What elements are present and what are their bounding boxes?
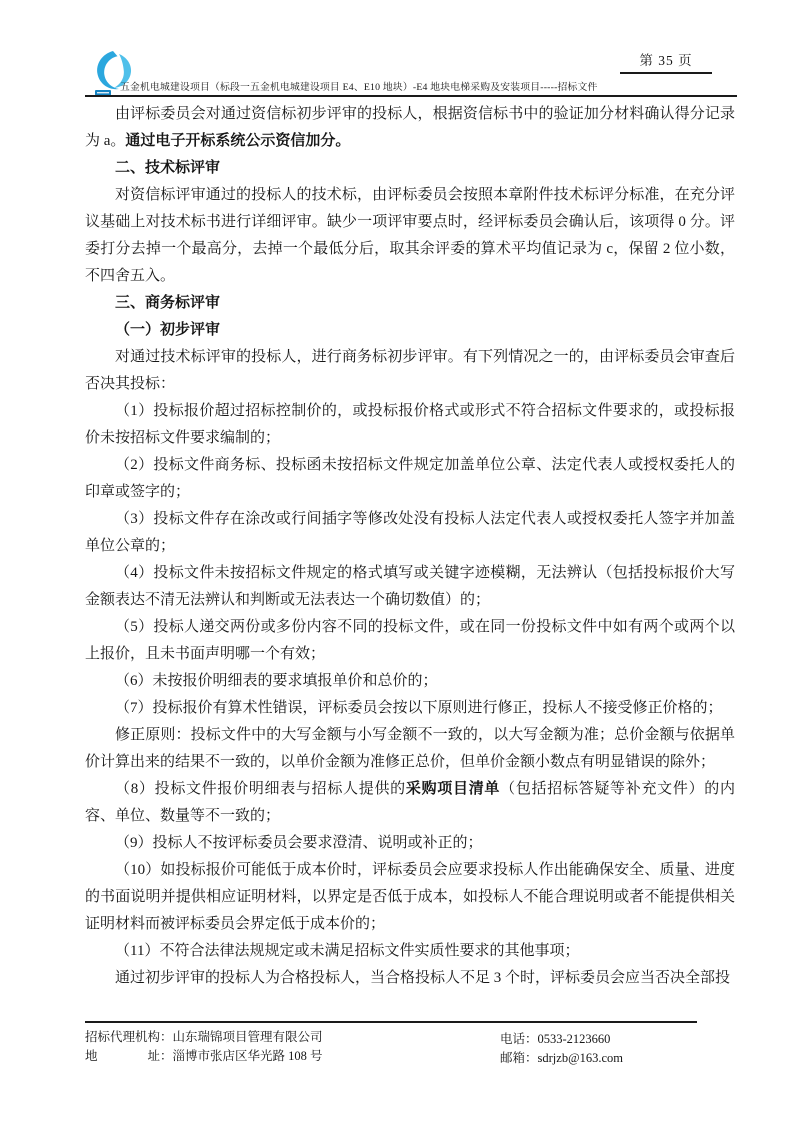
text-run: 通过初步评审的投标人为合格投标人，当合格投标人不足 3 个时，评标委员会应当否决全部投 <box>115 970 731 986</box>
paragraph <box>85 776 735 830</box>
text-run: （11）不符合法律法规规定或未满足招标文件实质性要求的其他事项； <box>115 943 580 959</box>
section-heading <box>85 317 735 344</box>
text-run: 对通过技术标评审的投标人，进行商务标初步评审。有下列情况之一的，由评标委员会审查后否决其投标： <box>85 349 735 392</box>
bold-text-run: 三、商务标评审 <box>115 295 221 311</box>
phone-label: 电话： <box>500 1032 538 1046</box>
phone-value: 0533-2123660 <box>537 1032 611 1046</box>
paragraph <box>85 101 735 155</box>
paragraph <box>85 668 735 695</box>
paragraph <box>85 560 735 614</box>
paragraph <box>85 722 735 776</box>
text-run: 由评标委员会对通过资信标初步评审的投标人，根据资信标书中的验证加分材料确认得分记录为 a。 <box>85 106 735 149</box>
address-label: 地 址： <box>85 1049 173 1063</box>
text-run: （8）投标文件报价明细表与招标人提供的 <box>115 781 406 797</box>
text-run: （7）投标报价有算术性错误，评标委员会按以下原则进行修正，投标人不接受修正价格的； <box>115 700 723 716</box>
bold-text-run: 采购项目清单 <box>405 781 501 797</box>
paragraph <box>85 344 735 398</box>
paragraph <box>85 614 735 668</box>
text-run: （包括招标答疑等补充文件）的内容、单位、数量等不一致的； <box>85 781 735 824</box>
text-run: 修正原则：投标文件中的大写金额与小写金额不一致的，以大写金额为准；总价金额与依据单价计算出来的结果不一致的，以单价金额为准修正总价，但单价金额小数点有明显错误的除外； <box>85 727 735 770</box>
page-number: 第 35 页 <box>620 49 712 74</box>
bold-text-run: 通过电子开标系统公示资信加分。 <box>125 133 351 149</box>
document-body <box>85 101 735 992</box>
email-value: sdrjzb@163.com <box>537 1051 623 1065</box>
section-heading <box>85 155 735 182</box>
page-footer <box>85 1021 697 1066</box>
document-header-title: 五金机电城建设项目（标段一五金机电城建设项目 E4、E10 地块）-E4 地块电梯采购及安装项目-----招标文件 <box>120 82 598 93</box>
section-heading <box>85 290 735 317</box>
address-value: 淄博市张店区华光路 108 号 <box>172 1049 323 1063</box>
text-run: （5）投标人递交两份或多份内容不同的投标文件，或在同一份投标文件中如有两个或两个以上报价，且未书面声明哪一个有效； <box>85 619 735 662</box>
paragraph <box>85 506 735 560</box>
text-run: （9）投标人不按评标委员会要求澄清、说明或补正的； <box>115 835 483 851</box>
agency-value: 山东瑞锦项目管理有限公司 <box>172 1030 323 1044</box>
text-run: （2）投标文件商务标、投标函未按招标文件规定加盖单位公章、法定代表人或授权委托人的印章或签字的； <box>85 457 735 500</box>
text-run: （4）投标文件未按招标文件规定的格式填写或关键字迹模糊，无法辨认（包括投标报价大写金额表达不清无法辨认和判断或无法表达一个确切数值）的； <box>85 565 735 608</box>
email-label: 邮箱： <box>500 1051 538 1065</box>
paragraph <box>85 857 735 938</box>
text-run: （1）投标报价超过招标控制价的，或投标报价格式或形式不符合招标文件要求的，或投标报价未按招标文件要求编制的； <box>85 403 735 446</box>
bold-text-run: 二、技术标评审 <box>115 160 221 176</box>
paragraph <box>85 695 735 722</box>
footer-right-block <box>500 1030 623 1068</box>
header-rule <box>85 95 737 97</box>
text-run: （6）未按报价明细表的要求填报单价和总价的； <box>115 673 438 689</box>
footer-phone-line <box>500 1030 623 1049</box>
paragraph <box>85 830 735 857</box>
agency-label: 招标代理机构： <box>85 1030 173 1044</box>
footer-email-line <box>500 1049 623 1068</box>
paragraph <box>85 182 735 290</box>
paragraph <box>85 398 735 452</box>
text-run: 对资信标评审通过的投标人的技术标，由评标委员会按照本章附件技术标评分标准，在充分评议基础上对技术标书进行详细评审。缺少一项评审要点时，经评标委员会确认后，该项得 0 分。评委打分去掉一个最高分，去掉一个最低分后，取其余评委的算术平均值记录为 c，保留 2 位小数，不四舍五入。 <box>85 187 735 284</box>
text-run: （10）如投标报价可能低于成本价时，评标委员会应要求投标人作出能确保安全、质量、进度的书面说明并提供相应证明材料，以界定是否低于成本，如投标人不能合理说明或者不能提供相关证明材料而被评标委员会界定低于成本价的； <box>85 862 735 932</box>
paragraph <box>85 965 735 992</box>
bold-text-run: （一）初步评审 <box>115 322 221 338</box>
paragraph <box>85 938 735 965</box>
text-run: （3）投标文件存在涂改或行间插字等修改处没有投标人法定代表人或授权委托人签字并加盖单位公章的； <box>85 511 735 554</box>
paragraph <box>85 452 735 506</box>
